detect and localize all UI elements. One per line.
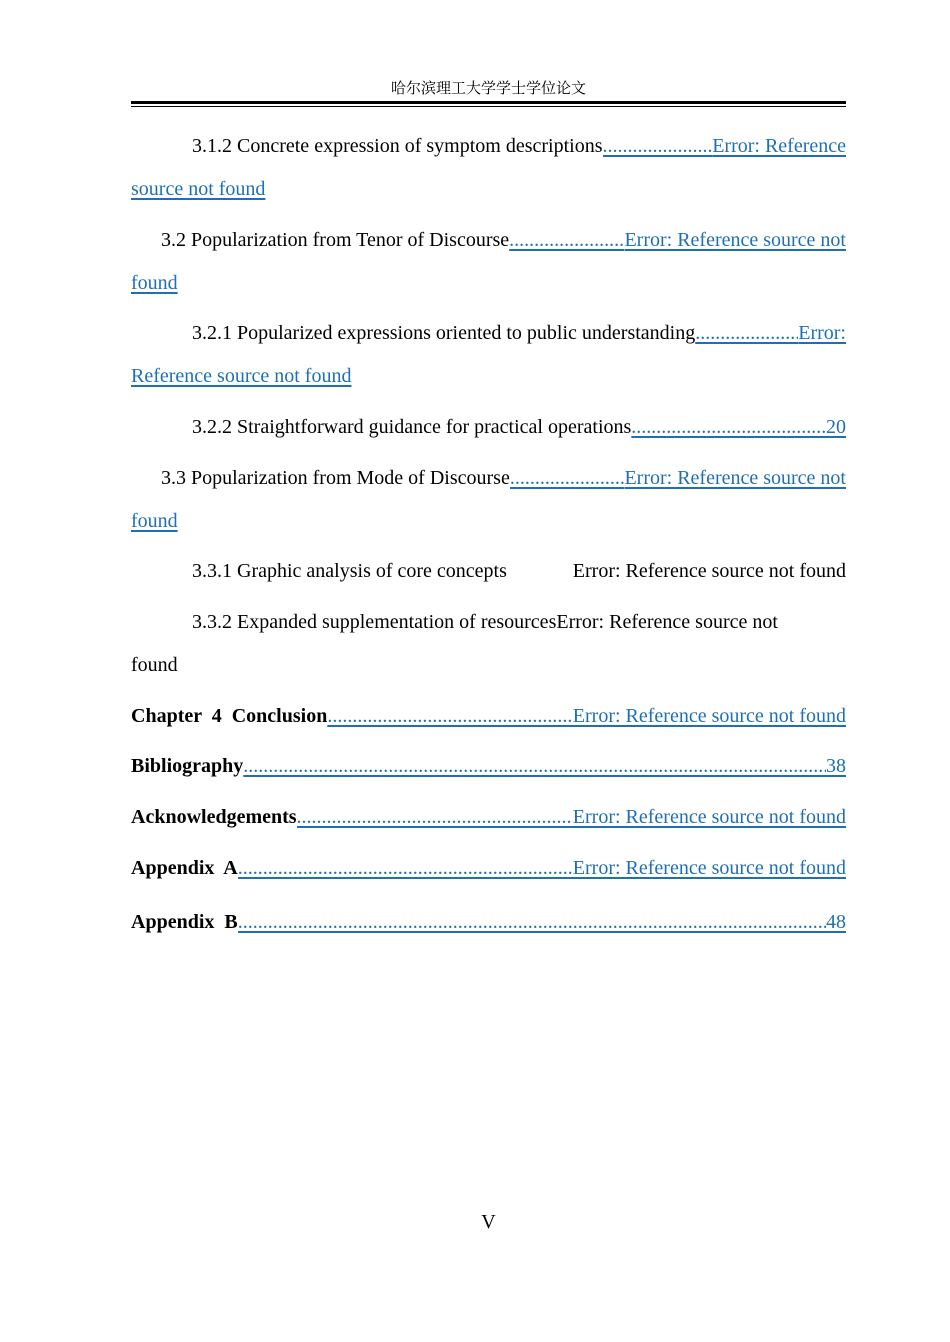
toc-leader[interactable] [631, 415, 826, 439]
toc-entry-title: Acknowledgements [131, 806, 297, 828]
toc-page-number[interactable]: 48 [826, 911, 846, 933]
toc-entry-3-3[interactable] [131, 466, 846, 533]
toc-entry-title: Appendix A [131, 857, 238, 879]
toc-entry-title: 3.3.2 Expanded supplementation of resources [192, 611, 557, 633]
header-rule-thick [131, 101, 846, 104]
toc-page-number[interactable]: 38 [826, 755, 846, 777]
header-rule-thin [131, 106, 846, 107]
toc-entry-3-2-2[interactable] [131, 415, 846, 439]
toc-entry-title: 3.1.2 Concrete expression of symptom descriptions [192, 135, 603, 157]
toc-reference-cont: found [131, 654, 178, 676]
toc-reference[interactable]: Error: Reference source not found [572, 705, 846, 727]
toc-entry-3-1-2[interactable] [131, 134, 846, 201]
toc-entry-chapter-4[interactable] [131, 704, 846, 728]
toc-leader[interactable] [238, 856, 573, 880]
toc-entry-title: Bibliography [131, 755, 244, 777]
toc-reference: Error: Reference source not found [572, 560, 846, 582]
toc-entry-acknowledgements[interactable] [131, 805, 846, 829]
toc-entry-bibliography[interactable] [131, 754, 846, 778]
toc-entry-3-2[interactable] [131, 228, 846, 295]
toc-leader[interactable] [509, 228, 624, 252]
toc-reference-cont[interactable]: found [131, 272, 178, 294]
toc-reference-cont[interactable]: found [131, 510, 178, 532]
toc-reference[interactable]: Error: Reference source not [624, 229, 846, 251]
running-header: 哈尔滨理工大学学士学位论文 [390, 79, 586, 97]
toc-entry-appendix-a[interactable] [131, 856, 846, 880]
toc-reference: Error: Reference source not [556, 611, 778, 633]
toc-entry-title: 3.3.1 Graphic analysis of core concepts [192, 560, 507, 582]
toc-reference-cont[interactable]: Reference source not found [131, 365, 352, 387]
toc-leader[interactable] [238, 910, 826, 934]
toc-reference-cont[interactable]: source not found [131, 178, 266, 200]
toc-reference[interactable]: Error: Reference source not found [572, 806, 846, 828]
toc-entry-title: Chapter 4 Conclusion [131, 705, 328, 727]
toc-leader[interactable] [297, 805, 573, 829]
toc-entry-3-3-2 [131, 610, 846, 677]
toc-leader[interactable] [243, 754, 826, 778]
toc-entry-3-2-1[interactable] [131, 321, 846, 388]
toc-entry-title: 3.3 Popularization from Mode of Discourse [161, 467, 510, 489]
toc-leader[interactable] [603, 134, 713, 158]
toc-leader[interactable] [695, 321, 798, 345]
toc-entry-title: Appendix B [131, 911, 238, 933]
toc-entry-3-3-1 [131, 559, 846, 583]
toc-page-number[interactable]: 20 [826, 416, 846, 438]
toc-entry-title: 3.2.1 Popularized expressions oriented to public understanding [192, 322, 696, 344]
toc-reference[interactable]: Error: [798, 322, 846, 344]
toc-reference[interactable]: Error: Reference source not [624, 467, 846, 489]
toc-entry-appendix-b[interactable] [131, 910, 846, 934]
toc-entry-title: 3.2.2 Straightforward guidance for practical operations [192, 416, 632, 438]
page-number: V [481, 1211, 496, 1233]
toc-leader[interactable] [510, 466, 625, 490]
toc-entry-title: 3.2 Popularization from Tenor of Discourse [161, 229, 510, 251]
toc-leader[interactable] [327, 704, 572, 728]
toc-reference[interactable]: Error: Reference [712, 135, 846, 157]
toc-reference[interactable]: Error: Reference source not found [572, 857, 846, 879]
